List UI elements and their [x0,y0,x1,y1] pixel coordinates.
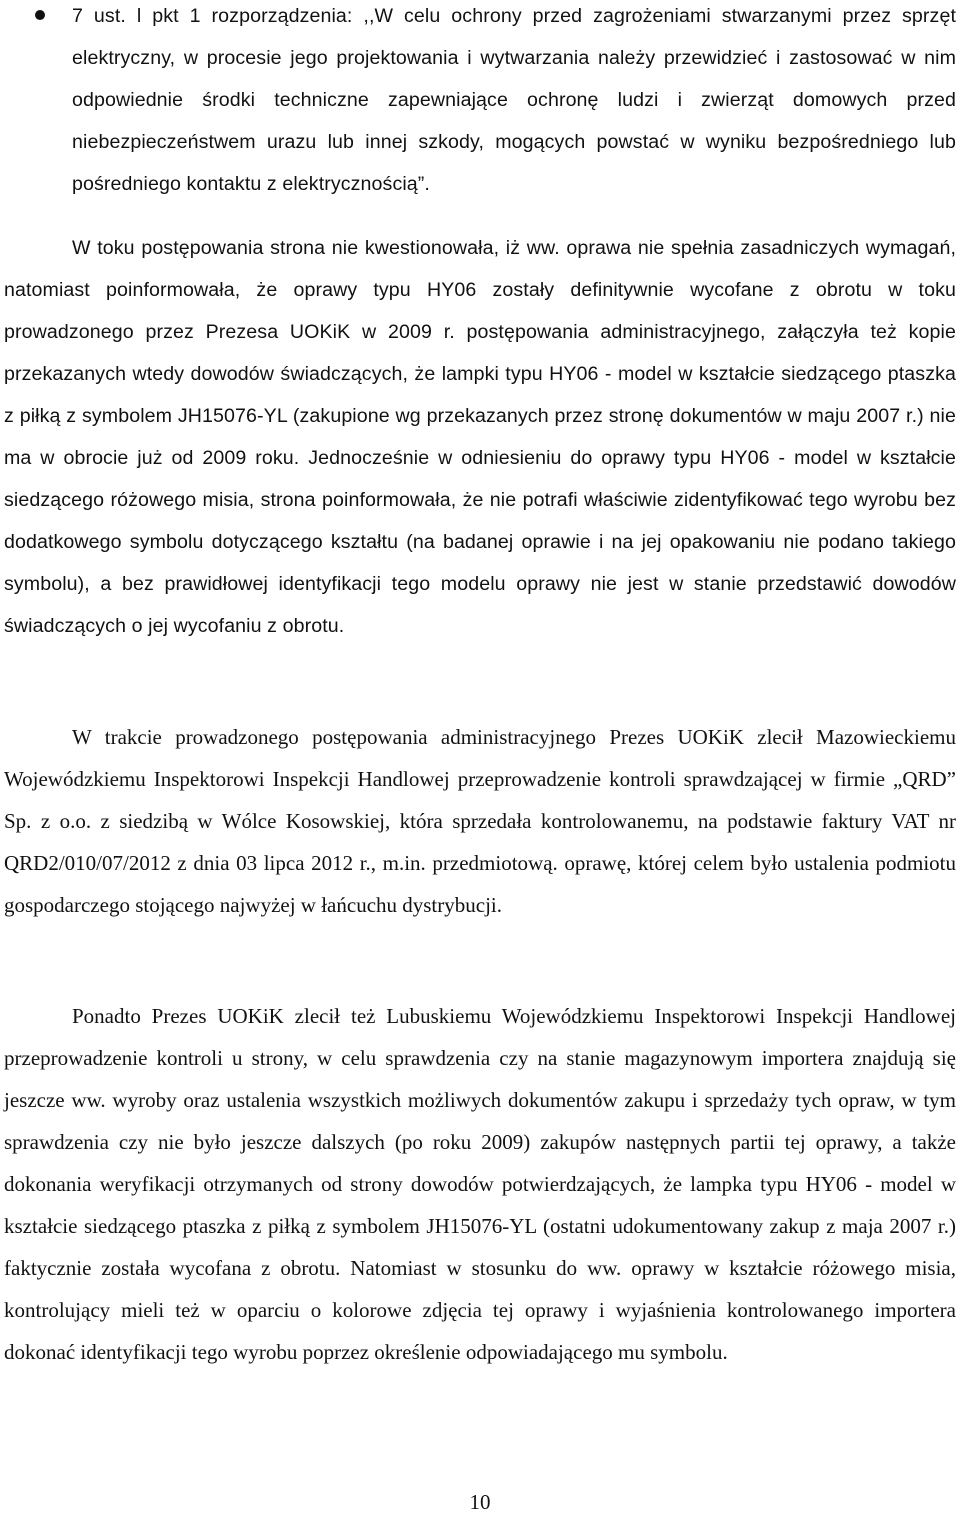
page-number: 10 [469,1490,491,1514]
paragraph-1: W toku postępowania strona nie kwestionowała, iż ww. oprawa nie spełnia zasadniczych wymagań, natomiast poinformowała, że oprawy typu HY06 zostały definitywnie wycofane z obrotu w toku prowadzonego przez Prezesa UOKiK w 2009 r. postępowania administracyjnego, załączyła też kopie przekazanych wtedy dowodów świadczących, że lampki typu HY06 - model w kształcie siedzącego ptaszka z piłką z symbolem JH15076-YL (zakupione wg przekazanych przez stronę dokumentów w maju 2007 r.) nie ma w obrocie już od 2009 roku. Jednocześnie w odniesieniu do oprawy typu HY06 - model w kształcie siedzącego różowego misia, strona poinformowała, że nie potrafi właściwie zidentyfikować tego wyrobu bez dodatkowego symbolu dotyczącego kształtu (na badanej oprawie i na jej opakowaniu nie podano takiego symbolu), a bez prawidłowej identyfikacji tego modelu oprawy nie jest w stanie przedstawić dowodów świadczących o jej wycofaniu z obrotu. [4,237,956,637]
bullet-dot-icon [35,10,45,20]
paragraph-3: Ponadto Prezes UOKiK zlecił też Lubuskiemu Wojewódzkiemu Inspektorowi Inspekcji Handlowej przeprowadzenie kontroli u strony, w celu sprawdzenia czy na stanie magazynowym importera znajdują się jeszcze ww. wyroby oraz ustalenia wszystkich możliwych dokumentów zakupu i sprzedaży tych opraw, w tym sprawdzenia czy nie było jeszcze dalszych (po roku 2009) zakupów następnych partii tej oprawy, a także dokonania weryfikacji otrzymanych od strony dowodów potwierdzających, że lampka typu HY06 - model w kształcie siedzącego ptaszka z piłką z symbolem JH15076-YL (ostatni udokumentowany zakup z maja 2007 r.) faktycznie została wycofana z obrotu. Natomiast w stosunku do ww. oprawy w kształcie różowego misia, kontrolujący mieli też w oparciu o kolorowe zdjęcia tej oprawy i wyjaśnienia kontrolowanego importera dokonać identyfikacji tego wyrobu poprzez określenie odpowiadającego mu symbolu. [4,1004,956,1364]
paragraph-2: W trakcie prowadzonego postępowania administracyjnego Prezes UOKiK zlecił Mazowieckiemu Wojewódzkiemu Inspektorowi Inspekcji Handlowej przeprowadzenie kontroli sprawdzającej w firmie „QRD” Sp. z o.o. z siedzibą w Wólce Kosowskiej, która sprzedała kontrolowanemu, na podstawie faktury VAT nr QRD2/010/07/2012 z dnia 03 lipca 2012 r., m.in. przedmiotową. oprawę, której celem było ustalenia podmiotu gospodarczego stojącego najwyżej w łańcuchu dystrybucji. [4,725,956,917]
bullet-item-text: 7 ust. l pkt 1 rozporządzenia: ,,W celu ochrony przed zagrożeniami stwarzanymi przez sprzęt elektryczny, w procesie jego projektowania i wytwarzania należy przewidzieć i zastosować w nim odpowiednie środki techniczne zapewniające ochronę ludzi i zwierząt domowych przed niebezpieczeństwem urazu lub innej szkody, mogących powstać w wyniku bezpośredniego lub pośredniego kontaktu z elektrycznością”. [72,5,956,195]
